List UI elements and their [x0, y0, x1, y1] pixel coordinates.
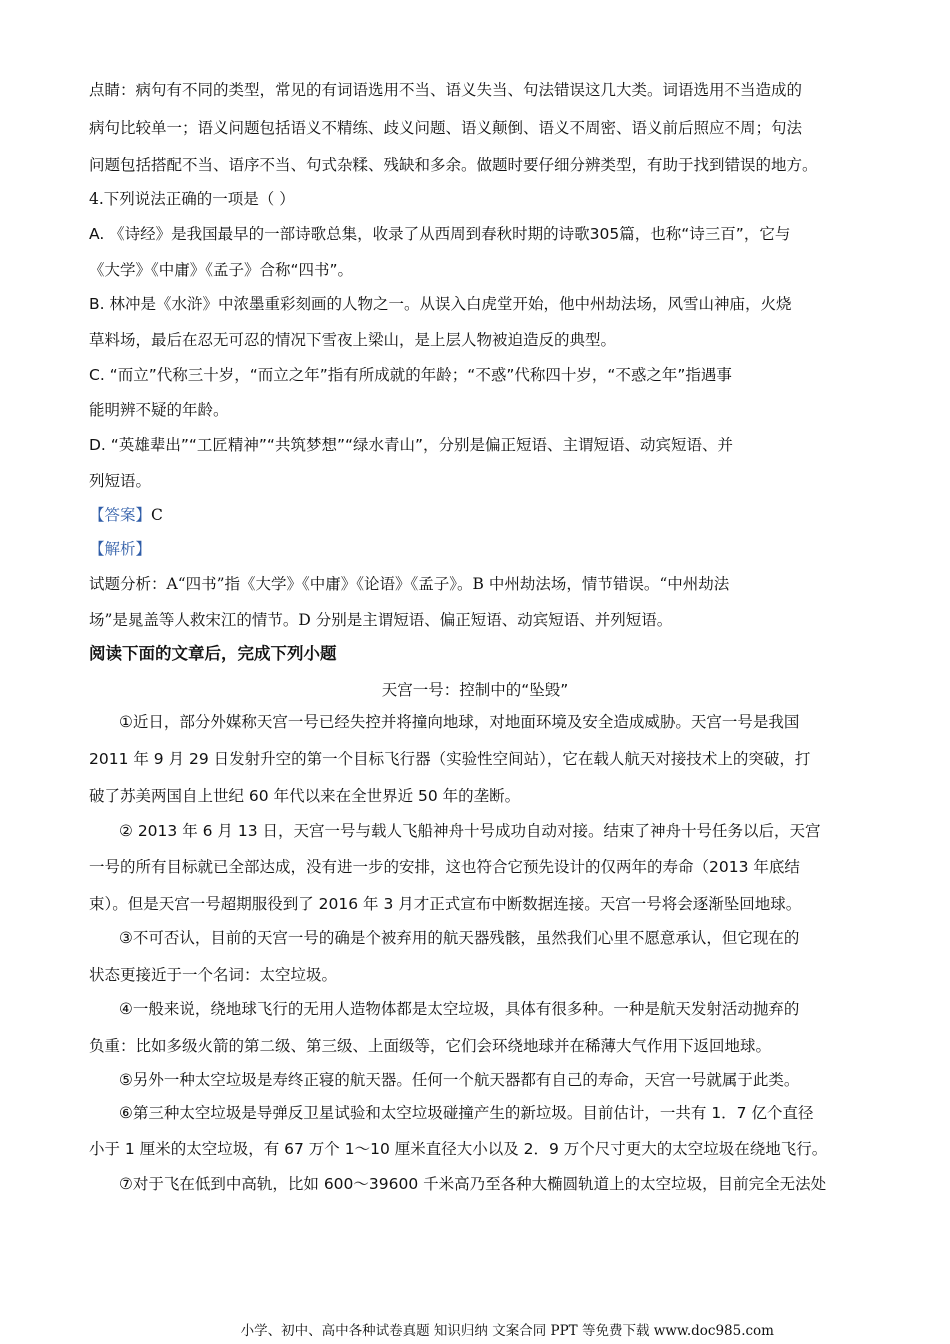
analysis-line: [89, 539, 869, 559]
article-p3-line-2: 状态更接近于一个名词：太空垃圾。: [89, 966, 338, 984]
answer-tag: 【答案】: [89, 506, 152, 524]
article-p6-line-2: 小于 1 厘米的太空垃圾，有 67 万个 1～10 厘米直径大小以及 2．9 万个尺寸更大的太空垃圾在绕地飞行。: [89, 1140, 828, 1158]
option-b-line-1: B. 林冲是《水浒》中浓墨重彩刻画的人物之一。从误入白虎堂开始，他中州劫法场，风雪山神庙，火烧: [89, 295, 792, 313]
article-p1-line-1: ①近日，部分外媒称天宫一号已经失控并将撞向地球，对地面环境及安全造成威胁。天宫一号是我国: [119, 713, 800, 731]
option-c-line-2: 能明辨不疑的年龄。: [89, 401, 229, 419]
option-c-line-1: C. “而立”代称三十岁，“而立之年”指有所成就的年龄；“不惑”代称四十岁，“不惑之年”指遇事: [89, 366, 732, 384]
intro-line-2: 病句比较单一；语义问题包括语义不精练、歧义问题、语义颠倒、语义不周密、语义前后照应不周；句法: [89, 119, 803, 137]
article-p5-line-1: ⑤另外一种太空垃圾是寿终正寝的航天器。任何一个航天器都有自己的寿命，天宫一号就属于此类。: [119, 1071, 800, 1089]
option-b-line-2: 草料场，最后在忍无可忍的情况下雪夜上梁山，是上层人物被迫造反的典型。: [89, 331, 617, 349]
intro-line-1: 点睛：病句有不同的类型，常见的有词语选用不当、语义失当、句法错误这几大类。词语选用不当造成的: [89, 81, 803, 99]
option-d-line-1: D. “英雄辈出”“工匠精神”“共筑梦想”“绿水青山”，分别是偏正短语、主谓短语、动宾短语、并: [89, 436, 734, 454]
analysis-text-line-2: 场”是晁盖等人救宋江的情节。D 分别是主谓短语、偏正短语、动宾短语、并列短语。: [89, 611, 673, 629]
question-stem: 4.下列说法正确的一项是（ ）: [89, 190, 295, 208]
article-p1-line-3: 破了苏美两国自上世纪 60 年代以来在全世界近 50 年的垄断。: [89, 787, 521, 805]
article-p4-line-2: 负重：比如多级火箭的第二级、第三级、上面级等，它们会环绕地球并在稀薄大气作用下返回地球。: [89, 1037, 772, 1055]
option-d-line-2: 列短语。: [89, 472, 152, 490]
article-p4-line-1: ④一般来说，绕地球飞行的无用人造物体都是太空垃圾，具体有很多种。一种是航天发射活动抛弃的: [119, 1000, 800, 1018]
answer-value: C: [151, 506, 163, 524]
analysis-tag: 【解析】: [89, 540, 152, 558]
option-a-line-2: 《大学》《中庸》《孟子》合称“四书”。: [89, 261, 354, 279]
article-p6-line-1: ⑥第三种太空垃圾是导弹反卫星试验和太空垃圾碰撞产生的新垃圾。目前估计，一共有 1．7 亿个直径: [119, 1104, 814, 1122]
answer-line: [89, 505, 869, 525]
intro-line-3: 问题包括搭配不当、语序不当、句式杂糅、残缺和多余。做题时要仔细分辨类型，有助于找到错误的地方。: [89, 156, 818, 174]
reading-heading: 阅读下面的文章后，完成下列小题: [89, 644, 337, 663]
article-title: 天宫一号：控制中的“坠毁”: [381, 681, 569, 699]
article-p2-line-1: ② 2013 年 6 月 13 日，天宫一号与载人飞船神舟十号成功自动对接。结束了神舟十号任务以后，天宫: [119, 822, 821, 840]
article-p2-line-3: 束）。但是天宫一号超期服役到了 2016 年 3 月才正式宣布中断数据连接。天宫一号将会逐渐坠回地球。: [89, 895, 802, 913]
article-p3-line-1: ③不可否认，目前的天宫一号的确是个被弃用的航天器残骸，虽然我们心里不愿意承认，但它现在的: [119, 929, 800, 947]
article-p1-line-2: 2011 年 9 月 29 日发射升空的第一个目标飞行器（实验性空间站），它在载人航天对接技术上的突破，打: [89, 750, 811, 768]
article-p7-line-1: ⑦对于飞在低到中高轨，比如 600～39600 千米高乃至各种大椭圆轨道上的太空垃圾，目前完全无法处: [119, 1175, 827, 1193]
article-p2-line-2: 一号的所有目标就已全部达成，没有进一步的安排，这也符合它预先设计的仅两年的寿命（2013 年底结: [89, 858, 800, 876]
footer-download-link[interactable]: 小学、初中、高中各种试卷真题 知识归纳 文案合同 PPT 等免费下载 www.doc985.com: [240, 1323, 774, 1339]
option-a-line-1: A. 《诗经》是我国最早的一部诗歌总集，收录了从西周到春秋时期的诗歌305篇，也称“诗三百”，它与: [89, 225, 791, 243]
analysis-text-line-1: 试题分析：A“四书”指《大学》《中庸》《论语》《孟子》。B 中州劫法场，情节错误。“中州劫法: [89, 575, 730, 593]
